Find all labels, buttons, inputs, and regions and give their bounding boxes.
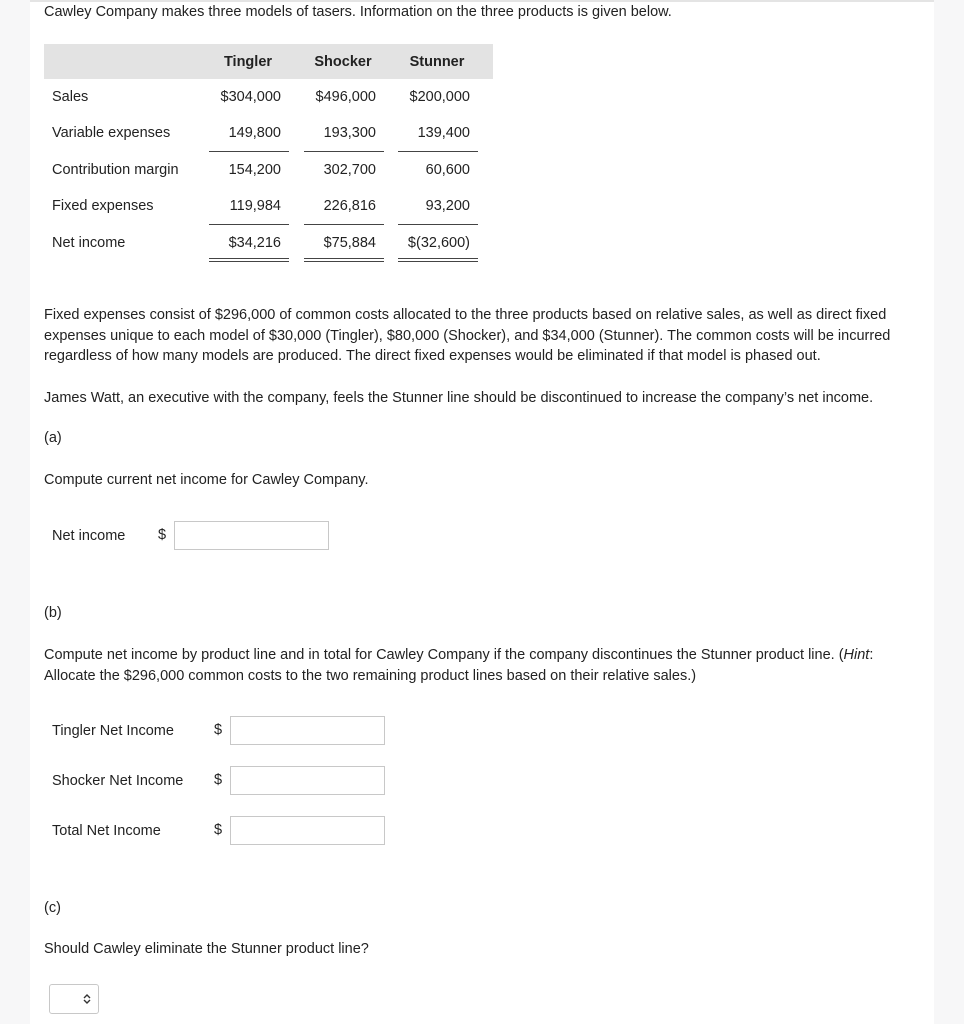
part-a-question: Compute current net income for Cawley Company.: [44, 472, 369, 488]
column-header-tingler: Tingler: [223, 54, 273, 70]
row-label-sales: Sales: [52, 89, 89, 105]
total-double-underline: [398, 261, 478, 262]
net-income-input[interactable]: [174, 521, 329, 550]
cell-fixed-stunner: 93,200: [425, 198, 470, 214]
subtotal-underline: [398, 224, 478, 225]
total-double-underline: [304, 261, 384, 262]
currency-symbol: $: [214, 722, 223, 738]
cell-net-shocker: $75,884: [323, 235, 376, 251]
total-double-underline: [209, 258, 289, 259]
currency-symbol: $: [214, 822, 223, 838]
part-b-question: Compute net income by product line and in total for Cawley Company if the company discontinues the Stunner product line. (Hint: Allocate the $296,000 common costs to the two remaining product lines based on their relative sales.): [44, 647, 874, 684]
cell-cm-stunner: 60,600: [425, 162, 470, 178]
part-a-label: (a): [44, 430, 62, 446]
cell-variable-shocker: 193,300: [323, 125, 376, 141]
shocker-net-income-label: Shocker Net Income: [52, 773, 184, 789]
cell-net-tingler: $34,216: [228, 235, 281, 251]
cell-fixed-shocker: 226,816: [323, 198, 376, 214]
row-label-net-income: Net income: [52, 235, 126, 251]
row-label-fixed-expenses: Fixed expenses: [52, 198, 154, 214]
up-down-chevron-icon: [83, 993, 91, 1005]
column-header-shocker: Shocker: [314, 54, 372, 70]
cell-sales-tingler: $304,000: [220, 89, 281, 105]
hint-word: Hint: [843, 647, 870, 663]
row-label-variable-expenses: Variable expenses: [52, 125, 171, 141]
cell-cm-shocker: 302,700: [323, 162, 376, 178]
subtotal-underline: [209, 224, 289, 225]
part-c-question: Should Cawley eliminate the Stunner product line?: [44, 941, 369, 957]
subtotal-underline: [209, 151, 289, 152]
total-double-underline: [398, 258, 478, 259]
eliminate-stunner-select[interactable]: [49, 984, 99, 1014]
cell-fixed-tingler: 119,984: [229, 198, 281, 214]
shocker-net-income-input[interactable]: [230, 766, 385, 795]
tingler-net-income-label: Tingler Net Income: [52, 723, 174, 739]
currency-symbol: $: [214, 772, 223, 788]
problem-page: [30, 0, 934, 1024]
cell-sales-stunner: $200,000: [409, 89, 470, 105]
tingler-net-income-input[interactable]: [230, 716, 385, 745]
subtotal-underline: [304, 224, 384, 225]
column-header-stunner: Stunner: [409, 54, 465, 70]
part-c-label: (c): [44, 900, 61, 916]
cell-cm-tingler: 154,200: [228, 162, 281, 178]
total-net-income-input[interactable]: [230, 816, 385, 845]
part-b-label: (b): [44, 605, 62, 621]
subtotal-underline: [398, 151, 478, 152]
cell-sales-shocker: $496,000: [315, 89, 376, 105]
row-label-contribution-margin: Contribution margin: [52, 162, 179, 178]
subtotal-underline: [304, 151, 384, 152]
cell-net-stunner: $(32,600): [407, 235, 470, 251]
total-double-underline: [209, 261, 289, 262]
fixed-expenses-paragraph: Fixed expenses consist of $296,000 of common costs allocated to the three products based on relative sales, as well as direct fixed expenses unique to each model of $30,000 (Tingler), $80,000 (Shocker), and $34,000 (Stunner). The common costs will be incurred regardless of how many models are produced. The direct fixed expenses would be eliminated if that model is phased out.: [44, 307, 891, 364]
intro-text: Cawley Company makes three models of tasers. Information on the three products is given below.: [44, 4, 672, 20]
total-double-underline: [304, 258, 384, 259]
cell-variable-tingler: 149,800: [228, 125, 281, 141]
cell-variable-stunner: 139,400: [417, 125, 470, 141]
james-watt-paragraph: James Watt, an executive with the company, feels the Stunner line should be discontinued to increase the company’s net income.: [44, 390, 874, 406]
total-net-income-label: Total Net Income: [52, 823, 161, 839]
currency-symbol: $: [158, 527, 167, 543]
net-income-label: Net income: [52, 528, 126, 544]
